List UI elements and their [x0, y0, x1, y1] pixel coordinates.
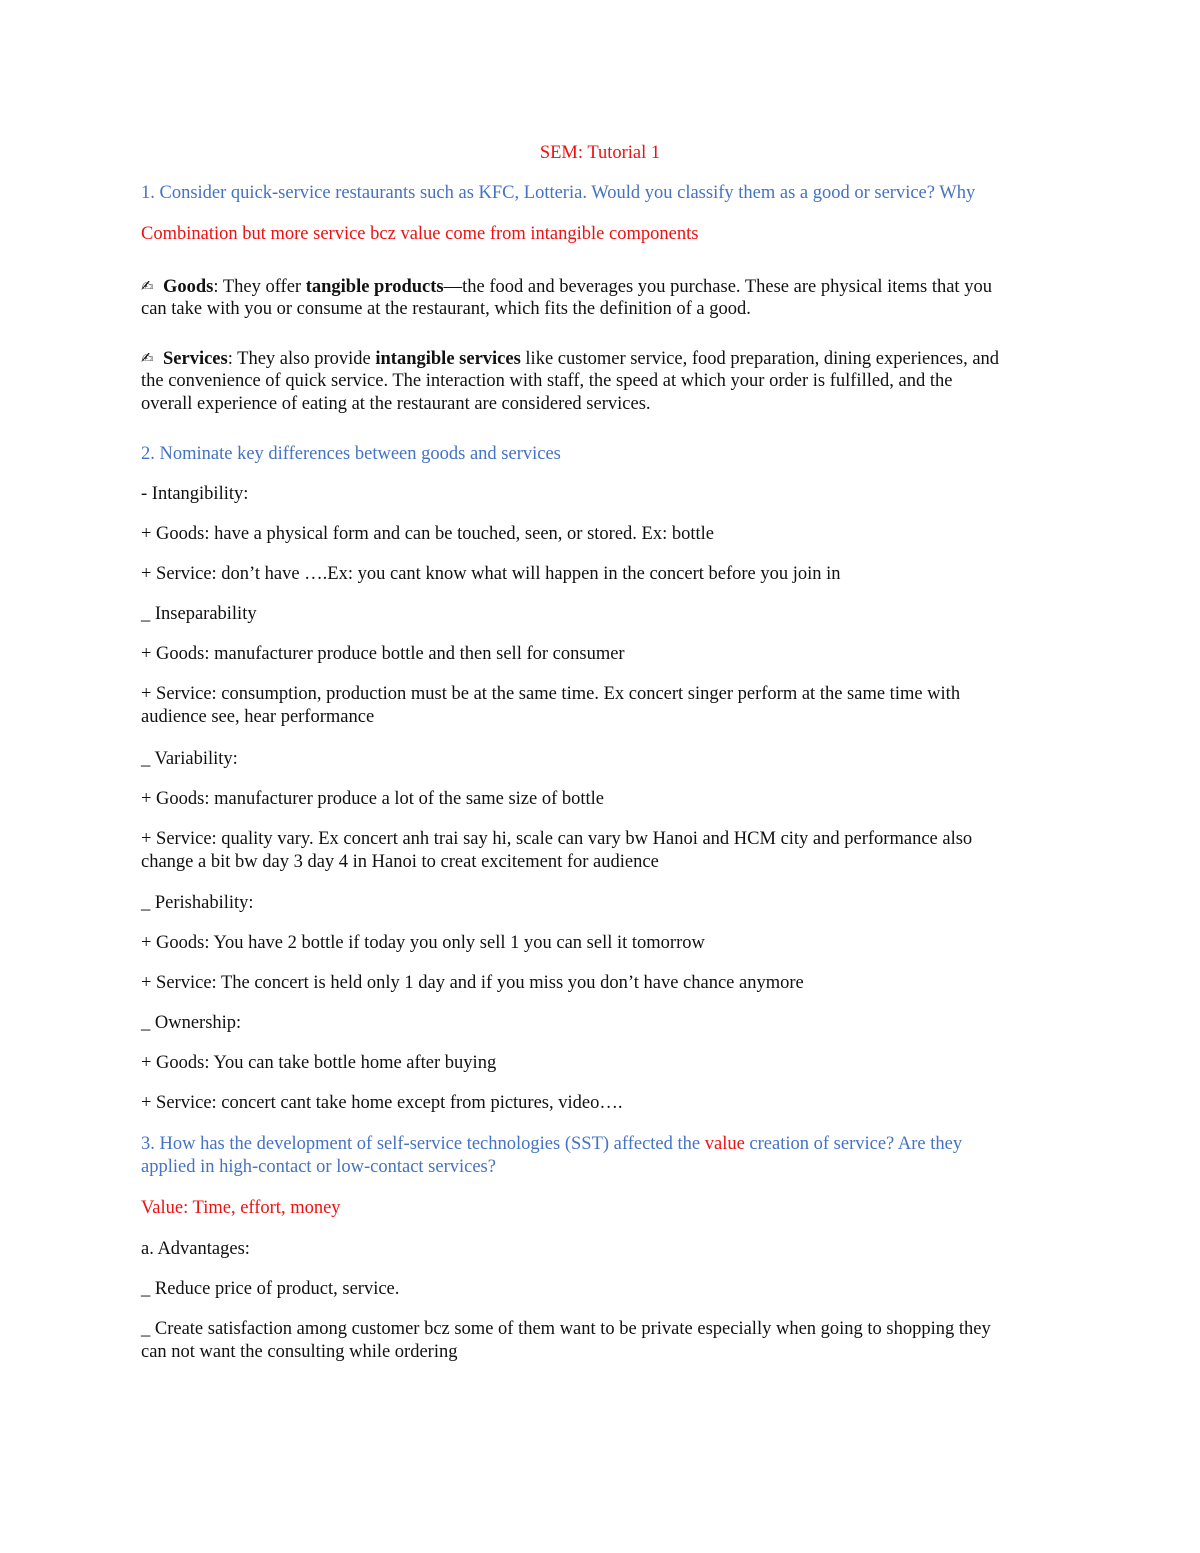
- advantages-label: a. Advantages:: [141, 1239, 250, 1259]
- services-bullet-line-3: overall experience of eating at the restaurant are considered services.: [141, 394, 651, 414]
- value-line: Value: Time, effort, money: [141, 1198, 341, 1218]
- services-bold: intangible services: [375, 349, 521, 369]
- q2-line: + Service: concert cant take home except from pictures, video….: [141, 1093, 623, 1113]
- goods-text-2: —the food and beverages you purchase. These are physical items that you: [443, 277, 992, 297]
- q3-text-1: 3. How has the development of self-service technologies (SST) affected the: [141, 1134, 705, 1154]
- q2-line: + Goods: manufacturer produce a lot of the same size of bottle: [141, 789, 605, 809]
- q2-line: + Goods: manufacturer produce bottle and then sell for consumer: [141, 644, 625, 664]
- page-title: SEM: Tutorial 1: [539, 143, 661, 163]
- goods-bullet-line-1: [141, 275, 1071, 300]
- services-bullet-line-1: [141, 347, 1071, 372]
- q2-line: + Service: don’t have ….Ex: you cant know what will happen in the concert before you join in: [141, 564, 841, 584]
- q2-line: _ Inseparability: [141, 604, 257, 624]
- q2-line: - Intangibility:: [141, 484, 249, 504]
- goods-bold: tangible products: [305, 277, 444, 297]
- question-2: 2. Nominate key differences between goods and services: [141, 444, 561, 464]
- q3-highlight-value: value: [704, 1134, 745, 1154]
- question-1: 1. Consider quick-service restaurants such as KFC, Lotteria. Would you classify them as a good or service? Why: [141, 183, 976, 203]
- question-3-line-1: [141, 1133, 1071, 1157]
- q2-line: change a bit bw day 3 day 4 in Hanoi to creat excitement for audience: [141, 852, 659, 872]
- answer-1: Combination but more service bcz value come from intangible components: [141, 224, 699, 244]
- question-3-line-2: applied in high-contact or low-contact services?: [141, 1157, 496, 1177]
- services-bullet-line-2: the convenience of quick service. The interaction with staff, the speed at which your order is fulfilled, and the: [141, 371, 953, 391]
- q2-line: + Service: The concert is held only 1 day and if you miss you don’t have chance anymore: [141, 973, 804, 993]
- q2-line: + Service: consumption, production must be at the same time. Ex concert singer perform at the same time with: [141, 684, 961, 704]
- goods-bullet-line-2: can take with you or consume at the restaurant, which fits the definition of a good.: [141, 299, 751, 319]
- advantage-item: _ Reduce price of product, service.: [141, 1279, 400, 1299]
- goods-label: Goods: [163, 277, 214, 297]
- services-text-1: : They also provide: [227, 349, 376, 369]
- q2-line: + Service: quality vary. Ex concert anh trai say hi, scale can vary bw Hanoi and HCM city and performance also: [141, 829, 973, 849]
- advantage-item-cont: can not want the consulting while ordering: [141, 1342, 458, 1362]
- q2-line: _ Variability:: [141, 749, 238, 769]
- q2-line: + Goods: You can take bottle home after buying: [141, 1053, 497, 1073]
- writing-hand-icon: ✍: [141, 349, 154, 367]
- q2-line: _ Ownership:: [141, 1013, 242, 1033]
- q2-line: + Goods: have a physical form and can be touched, seen, or stored. Ex: bottle: [141, 524, 714, 544]
- advantage-item: _ Create satisfaction among customer bcz some of them want to be private especially when going to shopping they: [141, 1319, 991, 1339]
- q2-line: _ Perishability:: [141, 893, 254, 913]
- services-text-2: like customer service, food preparation, dining experiences, and: [520, 349, 1000, 369]
- writing-hand-icon: ✍: [141, 277, 154, 295]
- services-label: Services: [163, 349, 228, 369]
- q2-line: audience see, hear performance: [141, 707, 375, 727]
- goods-text-1: : They offer: [213, 277, 306, 297]
- q3-text-2: creation of service? Are they: [744, 1134, 963, 1154]
- q2-line: + Goods: You have 2 bottle if today you only sell 1 you can sell it tomorrow: [141, 933, 705, 953]
